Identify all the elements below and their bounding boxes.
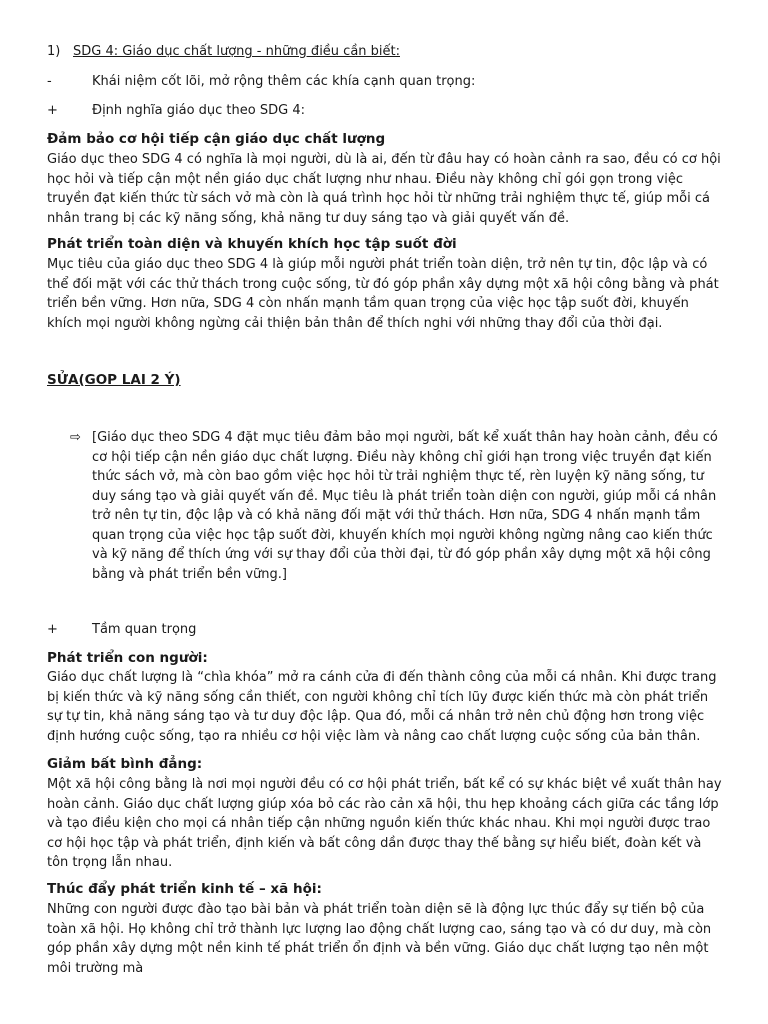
plus-marker: + — [47, 622, 58, 637]
section-number: 1) — [47, 44, 61, 59]
concept-line — [47, 72, 728, 92]
arrow-right-icon: ⇨ — [70, 430, 81, 445]
edit-bullet — [70, 428, 726, 588]
definition-line — [47, 101, 728, 121]
lifelong-body: Mục tiêu của giáo dục theo SDG 4 là giúp mỗi người phát triển toàn diện, trở nên tự tin, độc lập và có thể đối mặt với các thử thách trong cuộc sống, từ đó góp phần xây dựng một xã hội công bằng và phát triển bền vững. Hơn nữa, SDG 4 còn nhấn mạnh tầm quan trọng của việc học tập suốt đời, khuyến khích mọi người không ngừng cải thiện bản thân để thích nghi với những thay đổi của thời đại. — [47, 257, 719, 331]
importance-line — [47, 620, 728, 640]
plus-marker: + — [47, 103, 58, 118]
lifelong-heading: Phát triển toàn diện và khuyến khích học tập suốt đời — [47, 236, 457, 252]
dash-marker: - — [47, 74, 52, 89]
human-body: Giáo dục chất lượng là “chìa khóa” mở ra cánh cửa đi đến thành công của mỗi cá nhân. Khi được trang bị kiến thức và kỹ năng sống cần thiết, con người không chỉ tích lũy được kiến thức mà còn phát triển sự tự tin, khả năng sáng tạo và tư duy độc lập. Qua đó, mỗi cá nhân trở nên chủ động hơn trong việc định hướng cuộc sống, tạo ra nhiều cơ hội việc làm và nâng cao chất lượng cuộc sống của bản thân. — [47, 670, 717, 744]
concept-text: Khái niệm cốt lõi, mở rộng thêm các khía cạnh quan trọng: — [92, 74, 476, 89]
inequality-heading: Giảm bất bình đẳng: — [47, 756, 203, 772]
edit-body: [Giáo dục theo SDG 4 đặt mục tiêu đảm bảo mọi người, bất kể xuất thân hay hoàn cảnh, đều có cơ hội tiếp cận nền giáo dục chất lượng. Điều này không chỉ giới hạn trong việc truyền đạt kiến thức sách vở, mà còn bao gồm việc học hỏi từ trải nghiệm thực tế, rèn luyện kỹ năng sống, tư duy sáng tạo và giải quyết vấn đề. Mục tiêu là phát triển toàn diện con người, giúp mỗi cá nhân trở nên tự tin, độc lập và có khả năng đối mặt với thử thách. Hơn nữa, SDG 4 nhấn mạnh tầm quan trọng của việc học tập suốt đời, khuyến khích mọi người không ngừng nâng cao kiến thức và kỹ năng để thích ứng với sự thay đổi của thời đại, từ đó góp phần xây dựng một xã hội công bằng và phát triển bền vững.] — [92, 430, 718, 582]
definition-text: Định nghĩa giáo dục theo SDG 4: — [92, 103, 305, 118]
access-heading: Đảm bảo cơ hội tiếp cận giáo dục chất lượng — [47, 131, 386, 147]
economy-heading: Thúc đẩy phát triển kinh tế – xã hội: — [47, 881, 322, 897]
importance-text: Tầm quan trọng — [92, 622, 197, 637]
human-heading: Phát triển con người: — [47, 650, 208, 666]
section-1-heading — [47, 42, 728, 62]
access-body: Giáo dục theo SDG 4 có nghĩa là mọi người, dù là ai, đến từ đâu hay có hoàn cảnh ra sao, đều có cơ hội học hỏi và tiếp cận một nền giáo dục chất lượng như nhau. Điều này không chỉ gói gọn trong việc truyền đạt kiến thức từ sách vở mà còn là quá trình học hỏi từ những trải nghiệm thực tế, giúp mỗi cá nhân trang bị các kỹ năng sống, khả năng tư duy sáng tạo và giải quyết vấn đề. — [47, 152, 721, 226]
edit-heading: SỬA(GOP LAI 2 Ý) — [47, 372, 181, 388]
section-title: SDG 4: Giáo dục chất lượng - những điều cần biết: — [73, 44, 400, 59]
economy-body: Những con người được đào tạo bài bản và phát triển toàn diện sẽ là động lực thúc đẩy sự tiến bộ của toàn xã hội. Họ không chỉ trở thành lực lượng lao động chất lượng cao, sáng tạo và có dư duy, mà còn góp phần xây dựng một nền kinh tế phát triển ổn định và bền vững. Giáo dục chất lượng tạo nên một môi trường mà — [47, 902, 712, 976]
inequality-body: Một xã hội công bằng là nơi mọi người đều có cơ hội phát triển, bất kể có sự khác biệt về xuất thân hay hoàn cảnh. Giáo dục chất lượng giúp xóa bỏ các rào cản xã hội, thu hẹp khoảng cách giữa các tầng lớp và tạo điều kiện cho mọi cá nhân tiếp cận những nguồn kiến thức khác nhau. Khi mọi người được trao cơ hội học tập và phát triển, định kiến và bất công dần được thay thế bằng sự hiểu biết, đoàn kết và tôn trọng lẫn nhau. — [47, 777, 722, 870]
